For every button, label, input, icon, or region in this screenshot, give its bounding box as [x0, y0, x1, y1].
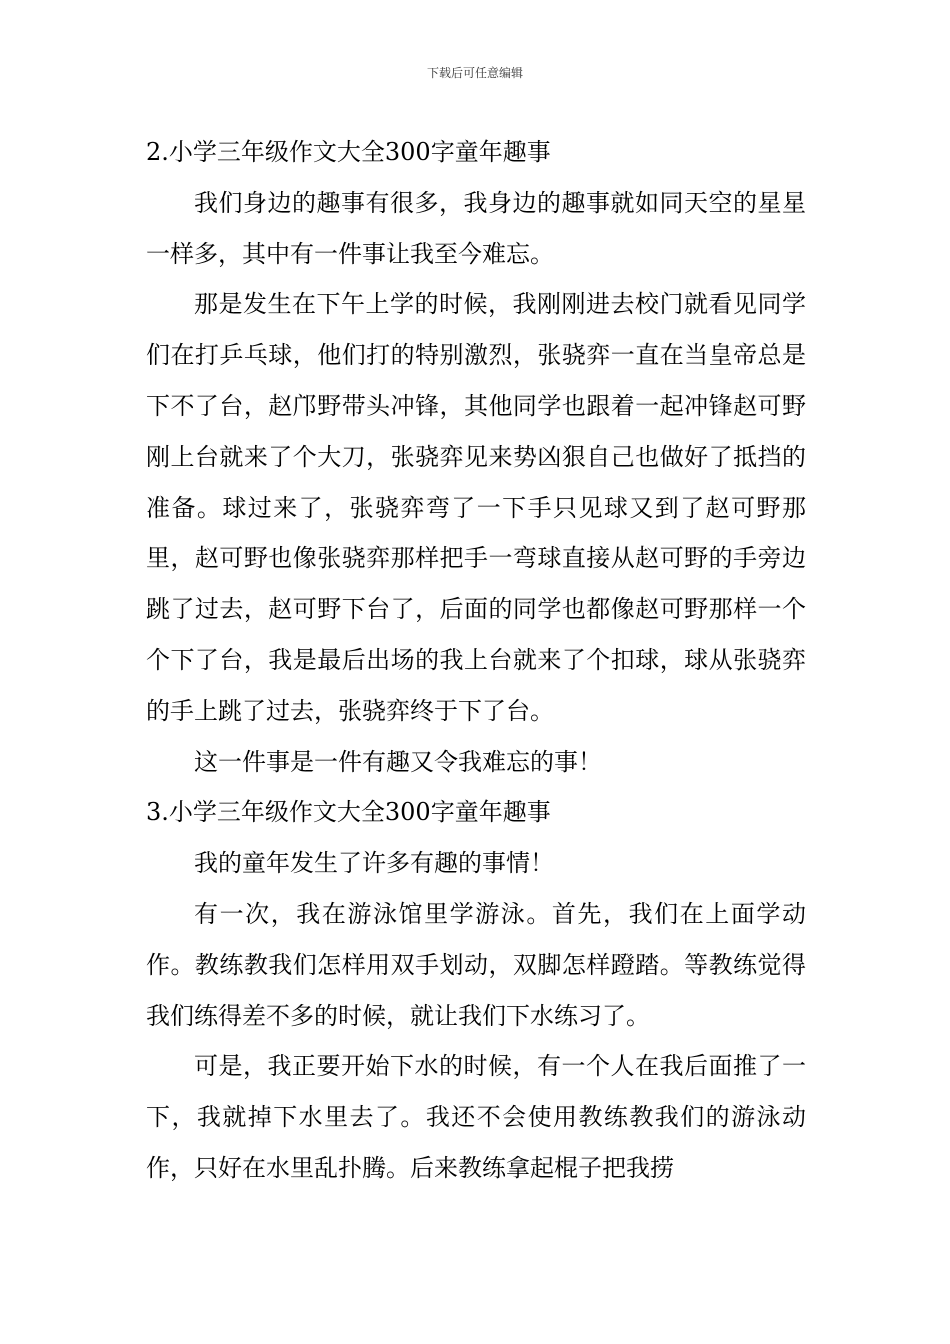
page-header: 下载后可任意编辑	[426, 66, 523, 80]
paragraph: 有一次，我在游泳馆里学游泳。首先，我们在上面学动作。教练教我们怎样用双手划动，双脚怎样蹬踏。等教练觉得我们练得差不多的时候，就让我们下水练习了。	[146, 899, 806, 1030]
section-heading: 2.小学三年级作文大全300字童年趣事	[146, 138, 551, 166]
paragraph: 这一件事是一件有趣又令我难忘的事！	[194, 747, 602, 776]
document-body	[146, 127, 806, 1194]
section-heading: 3.小学三年级作文大全300字童年趣事	[146, 798, 551, 827]
paragraph: 可是，我正要开始下水的时候，有一个人在我后面推了一下，我就掉下水里去了。我还不会使用教练教我们的游泳动作，只好在水里乱扑腾。后来教练拿起棍子把我捞	[146, 1052, 806, 1182]
paragraph: 那是发生在下午上学的时候，我刚刚进去校门就看见同学们在打乒乓球，他们打的特别激烈，张骁弈一直在当皇帝总是下不了台，赵邝野带头冲锋，其他同学也跟着一起冲锋赵可野刚上台就来了个大刀，张骁弈见来势凶狠自己也做好了抵挡的准备。球过来了，张骁弈弯了一下手只见球又到了赵可野那里，赵可野也像张骁弈那样把手一弯球直接从赵可野的手旁边跳了过去，赵可野下台了，后面的同学也都像赵可野那样一个个下了台，我是最后出场的我上台就来了个扣球，球从张骁弈的手上跳了过去，张骁弈终于下了台。	[146, 290, 806, 725]
paragraph: 我的童年发生了许多有趣的事情！	[194, 849, 554, 878]
paragraph: 我们身边的趣事有很多，我身边的趣事就如同天空的星星一样多，其中有一件事让我至今难忘。	[146, 188, 806, 268]
essay-section-3	[146, 787, 806, 1193]
essay-section-2	[146, 127, 806, 787]
